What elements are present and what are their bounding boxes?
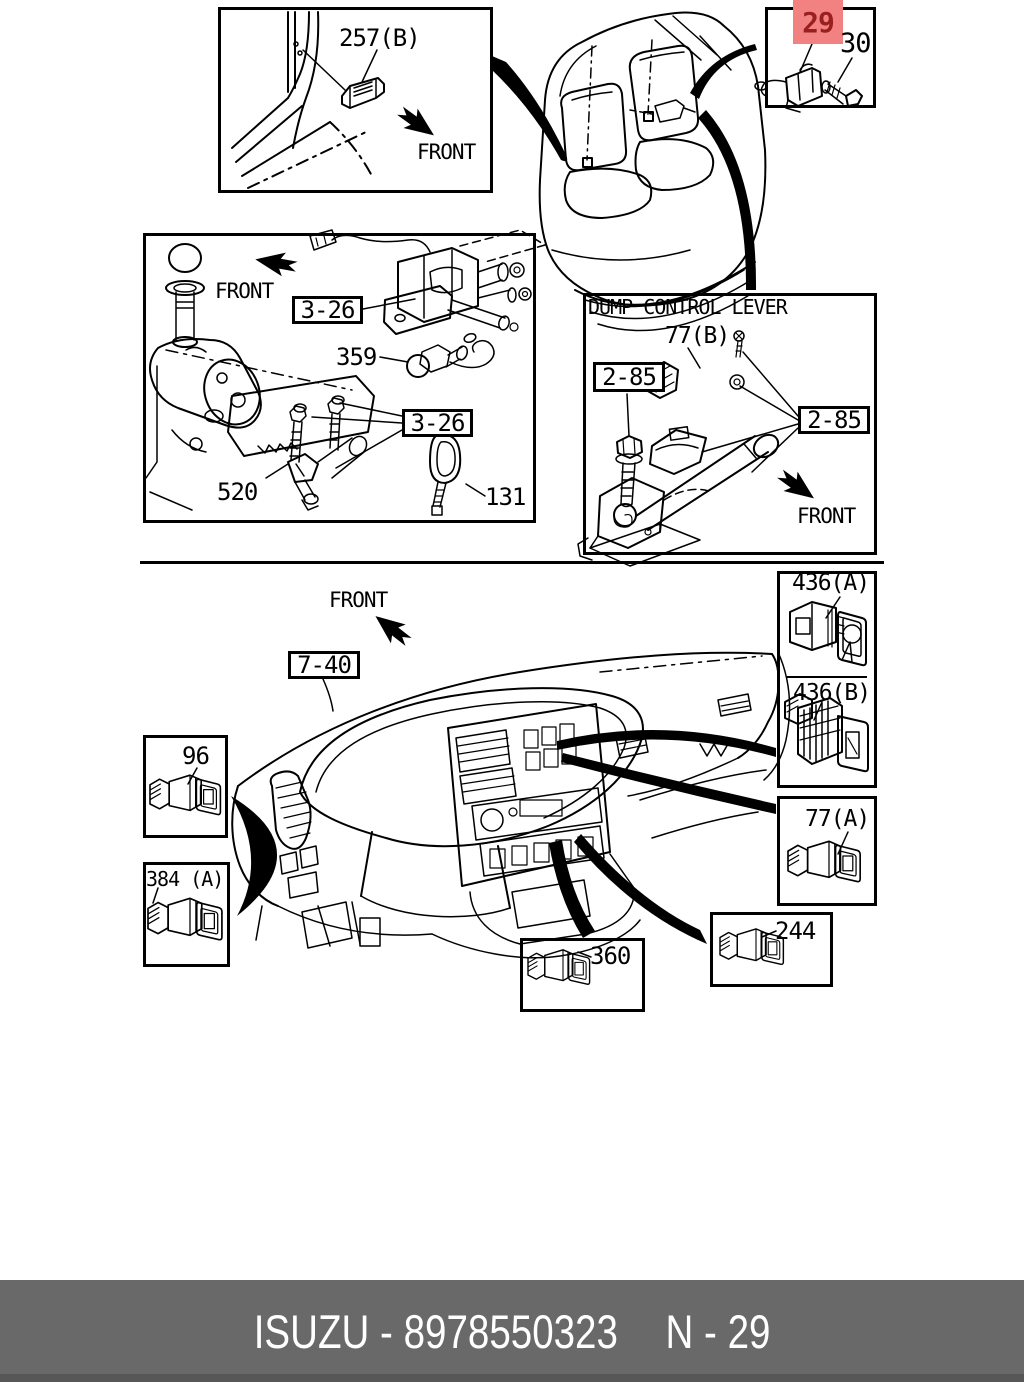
ref-7-40[interactable]: 7-40: [288, 651, 360, 679]
part-callout-244[interactable]: 244: [775, 917, 816, 945]
ref-2-85-right[interactable]: 2-85: [798, 406, 870, 434]
ref-2-85-left[interactable]: 2-85: [593, 362, 665, 392]
436-box-divider: [787, 676, 867, 678]
footer-bar: [0, 1280, 1024, 1382]
part-callout-520[interactable]: 520: [217, 478, 258, 506]
ref-3-26-lower[interactable]: 3-26: [402, 409, 473, 437]
part-callout-359[interactable]: 359: [336, 343, 377, 371]
footer-page-number: N - 29: [665, 1304, 771, 1358]
front-label-dump: FRONT: [797, 504, 856, 528]
front-label-dash: FRONT: [329, 588, 388, 612]
part-callout-257b[interactable]: 257(B): [339, 24, 420, 52]
footer-text: [254, 1304, 771, 1359]
part-callout-436a[interactable]: 436(A): [792, 570, 870, 596]
section-divider-line: [140, 561, 884, 564]
part-callout-77a[interactable]: 77(A): [805, 806, 870, 832]
shift-valve-box: [143, 233, 536, 523]
ref-3-26-upper[interactable]: 3-26: [292, 296, 363, 324]
part-callout-436b[interactable]: 436(B): [793, 680, 871, 706]
footer-brand-part: ISUZU - 8978550323: [253, 1304, 618, 1358]
part-callout-384a[interactable]: 384 (A): [146, 867, 224, 891]
front-label-valve: FRONT: [215, 279, 274, 303]
front-label-door: FRONT: [417, 140, 476, 164]
footer-bottom-strip: [0, 1374, 1024, 1382]
part-callout-77b[interactable]: 77(B): [665, 323, 730, 349]
part-callout-30[interactable]: 30: [840, 28, 871, 59]
part-callout-360[interactable]: 360: [590, 942, 631, 970]
part-callout-131[interactable]: 131: [485, 483, 526, 511]
part-callout-96[interactable]: 96: [182, 742, 209, 770]
part-callout-29[interactable]: 29: [802, 6, 834, 39]
dump-lever-title: DUMP CONTROL LEVER: [588, 295, 787, 319]
